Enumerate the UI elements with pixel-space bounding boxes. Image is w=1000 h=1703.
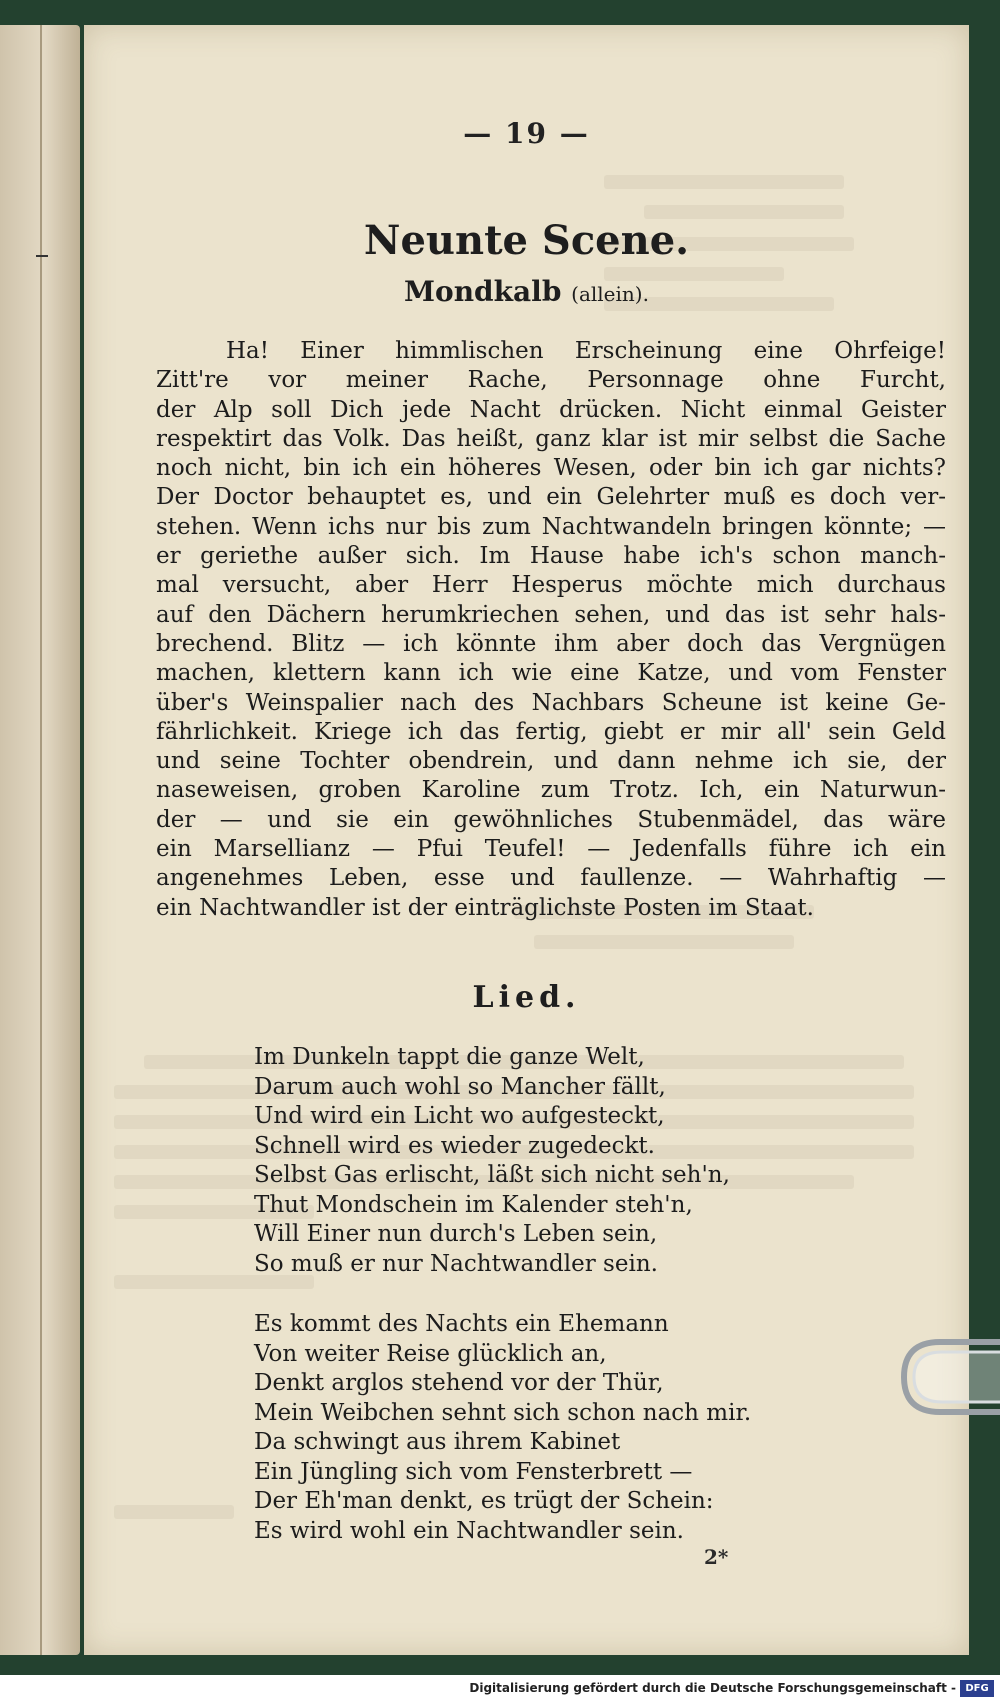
text-line: ein Nachtwandler ist der einträglichste Posten im Staat.	[156, 894, 814, 921]
verse-line: Will Einer nun durch's Leben sein,	[254, 1221, 658, 1247]
text-line: Zitt're vor meiner Rache, Personnage ohne Furcht,	[156, 367, 946, 394]
verse-line: Und wird ein Licht wo aufgesteckt,	[254, 1103, 665, 1129]
verse-line: Es wird wohl ein Nachtwandler sein.	[254, 1517, 684, 1544]
text-line: brechend. Blitz — ich könnte ihm aber doch das Vergnügen	[156, 630, 946, 657]
song-stanza-1	[254, 1043, 874, 1279]
funding-notice: Digitalisierung gefördert durch die Deutsche Forschungsgemeinschaft -	[469, 1681, 956, 1695]
verse-line: Von weiter Reise glücklich an,	[254, 1340, 607, 1367]
text-line: noch nicht, bin ich ein höheres Wesen, oder bin ich gar nichts?	[156, 455, 946, 482]
text-line: der — und sie ein gewöhnliches Stubenmädel, das wäre	[156, 806, 946, 833]
verse-line: So muß er nur Nachtwandler sein.	[254, 1250, 658, 1277]
verse-line: Schnell wird es wieder zugedeckt.	[254, 1132, 655, 1159]
digitization-footer	[0, 1675, 1000, 1703]
left-page-edge	[0, 25, 80, 1655]
text-line: Der Doctor behauptet es, und ein Gelehrter muß es doch ver-	[156, 484, 946, 511]
signature-mark: 2*	[704, 1545, 729, 1569]
verse-line: Mein Weibchen sehnt sich schon nach mir.	[254, 1399, 752, 1426]
verse-line: Selbst Gas erlischt, läßt sich nicht seh'n,	[254, 1162, 730, 1188]
page-number: — 19 —	[463, 117, 590, 150]
song-stanza-2	[254, 1310, 874, 1546]
verse-line: Thut Mondschein im Kalender steh'n,	[254, 1191, 693, 1218]
verse-line: Es kommt des Nachts ein Ehemann	[254, 1311, 669, 1337]
text-line: stehen. Wenn ichs nur bis zum Nachtwandeln bringen könnte; —	[156, 513, 946, 540]
verse-line: Im Dunkeln tappt die ganze Welt,	[254, 1044, 645, 1070]
text-line: angenehmes Leben, esse und faullenze. — Wahrhaftig —	[156, 865, 946, 892]
speaker-heading	[84, 275, 969, 308]
book-page	[84, 25, 969, 1655]
text-line: fährlichkeit. Kriege ich das fertig, giebt er mir all' sein Geld	[156, 718, 946, 745]
page-clip-icon	[900, 1330, 1000, 1425]
speaker-name: Mondkalb	[404, 275, 562, 308]
monologue-text	[156, 337, 946, 923]
scene-title: Neunte Scene.	[363, 217, 690, 264]
text-line: er geriethe außer sich. Im Hause habe ich's schon manch-	[156, 543, 946, 570]
verse-line: Ein Jüngling sich vom Fensterbrett —	[254, 1458, 693, 1485]
dfg-logo: DFG	[960, 1680, 994, 1697]
text-line: der Alp soll Dich jede Nacht drücken. Nicht einmal Geister	[156, 396, 946, 423]
page-mark	[36, 255, 48, 257]
text-line: über's Weinspalier nach des Nachbars Scheune ist keine Ge-	[156, 689, 946, 716]
verse-line: Da schwingt aus ihrem Kabinet	[254, 1429, 621, 1455]
text-line: naseweisen, groben Karoline zum Trotz. Ich, ein Naturwun-	[156, 777, 946, 804]
song-title: Lied.	[472, 980, 581, 1015]
verse-line: Darum auch wohl so Mancher fällt,	[254, 1073, 666, 1100]
verse-line: Denkt arglos stehend vor der Thür,	[254, 1370, 664, 1396]
verse-line: Der Eh'man denkt, es trügt der Schein:	[254, 1488, 714, 1514]
text-line: respektirt das Volk. Das heißt, ganz klar ist mir selbst die Sache	[156, 425, 946, 452]
text-line: Ha! Einer himmlischen Erscheinung eine Ohrfeige!	[226, 338, 946, 364]
text-line: machen, klettern kann ich wie eine Katze, und vom Fenster	[156, 660, 946, 687]
text-line: und seine Tochter obendrein, und dann nehme ich sie, der	[156, 748, 946, 775]
text-line: ein Marsellianz — Pfui Teufel! — Jedenfalls führe ich ein	[156, 836, 946, 863]
stage-direction: (allein).	[571, 282, 649, 306]
binding-edge	[40, 25, 42, 1655]
text-line: auf den Dächern herumkriechen sehen, und das ist sehr hals-	[156, 601, 946, 628]
text-line: mal versucht, aber Herr Hesperus möchte mich durchaus	[156, 572, 946, 599]
